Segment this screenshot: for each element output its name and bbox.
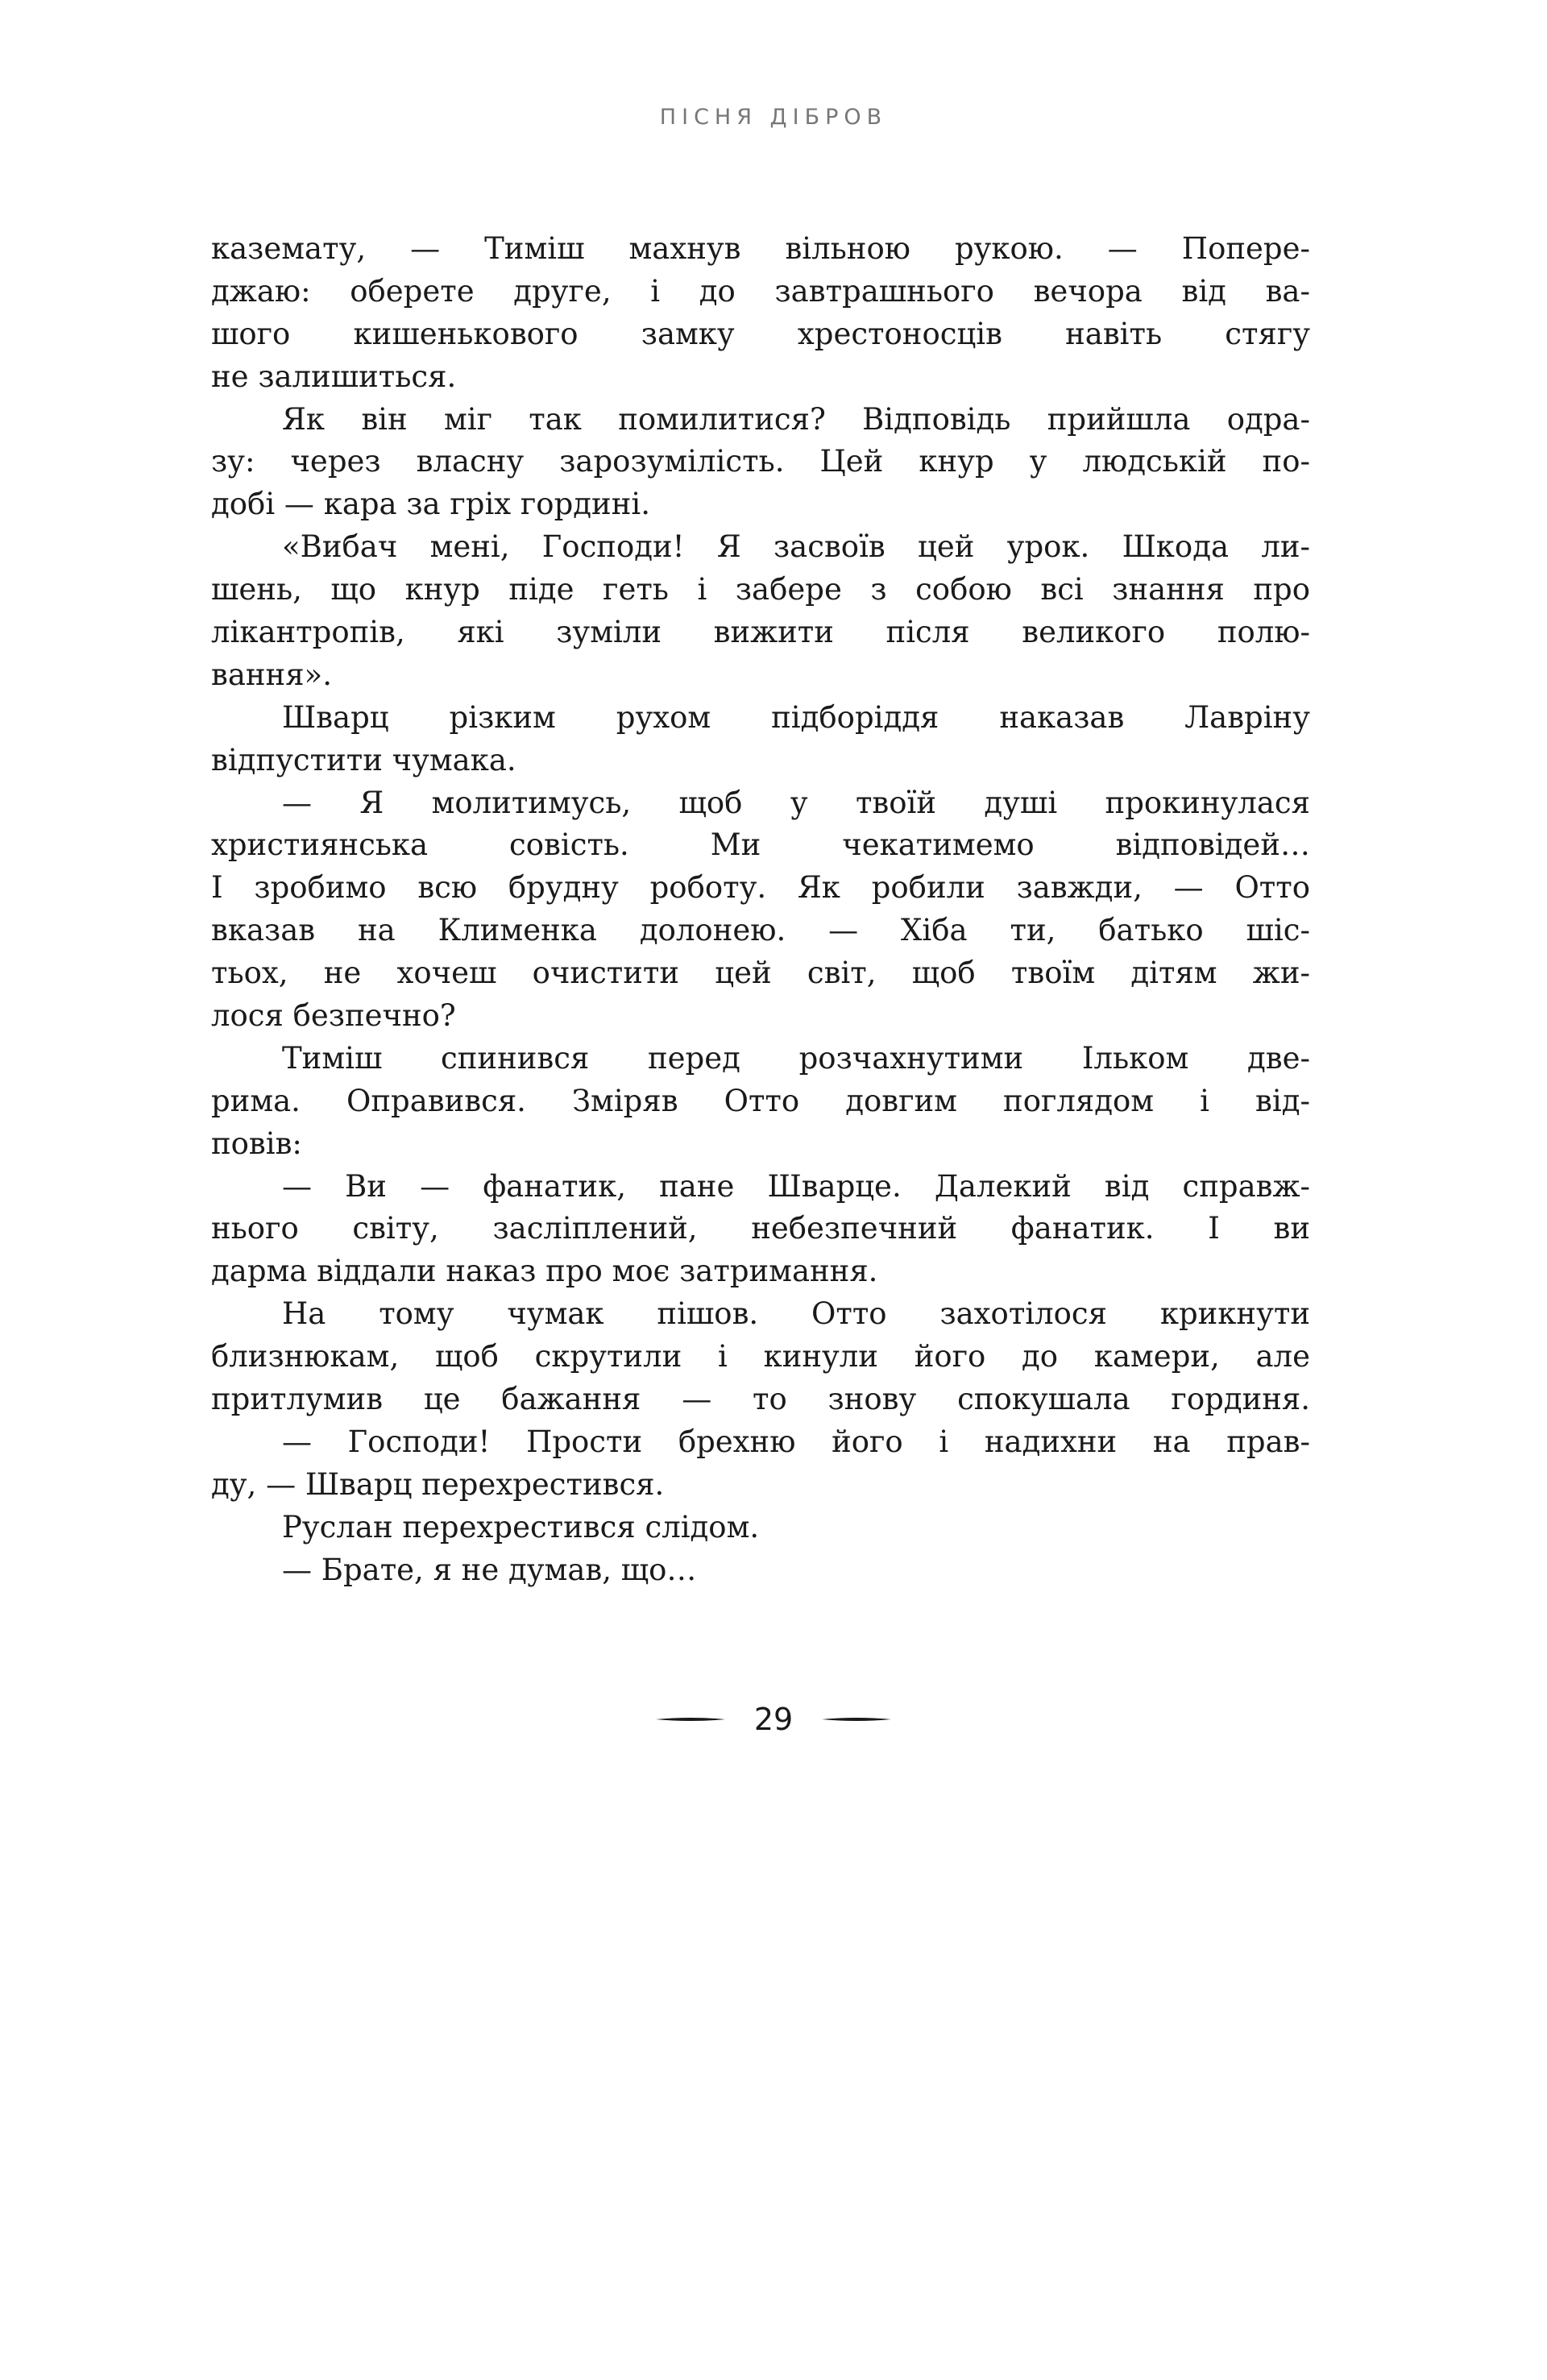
text-line: притлумив це бажання — то знову спокушала гординя. — [211, 1382, 1310, 1417]
text-line: Тиміш спинився перед розчахнутими Ільком две- — [282, 1040, 1310, 1076]
text-line: каземату, — Тиміш махнув вільною рукою. — Попере- — [211, 231, 1310, 266]
text-line: зу: через власну зарозумілість. Цей кнур у людській по- — [211, 444, 1310, 479]
text-line: Руслан перехрестився слідом. — [282, 1509, 760, 1545]
text-line: джаю: оберете друге, і до завтрашнього вечора від ва- — [211, 273, 1310, 309]
body-text — [211, 228, 1310, 1592]
text-line: На тому чумак пішов. Отто захотілося крикнути — [282, 1296, 1310, 1332]
text-line: І зробимо всю брудну роботу. Як робили завжди, — Отто — [211, 870, 1310, 906]
text-line: вання». — [211, 657, 332, 692]
left-ornament-icon — [656, 1715, 725, 1723]
text-line: — Я молитимусь, щоб у твоїй душі прокинулася — [282, 785, 1310, 820]
text-line: нього світу, засліплений, небезпечний фанатик. І ви — [211, 1211, 1310, 1246]
text-line: добі — кара за гріх гордині. — [211, 487, 650, 522]
text-line: вказав на Клименка долонею. — Хіба ти, батько шіс- — [211, 913, 1310, 948]
text-line: лося безпечно? — [211, 998, 456, 1034]
text-line: повів: — [211, 1126, 302, 1161]
text-line: Як він міг так помилитися? Відповідь прийшла одра- — [282, 401, 1310, 437]
text-line: «Вибач мені, Господи! Я засвоїв цей урок. Шкода ли- — [282, 529, 1310, 565]
running-header: ПІСНЯ ДІБРОВ — [659, 105, 888, 130]
text-line: Шварц різким рухом підборіддя наказав Лавріну — [282, 699, 1310, 735]
text-line: — Ви — фанатик, пане Шварце. Далекий від справж- — [282, 1168, 1310, 1204]
page-footer — [0, 1702, 1547, 1737]
text-line: лікантропів, які зуміли вижити після великого полю- — [211, 615, 1310, 650]
text-line: християнська совість. Ми чекатимемо відповідей… — [211, 827, 1310, 863]
text-line: тьох, не хочеш очистити цей світ, щоб твоїм дітям жи- — [211, 956, 1310, 991]
right-ornament-icon — [822, 1715, 891, 1723]
page-number: 29 — [753, 1702, 794, 1737]
text-line: ду, — Шварц перехрестився. — [211, 1466, 665, 1502]
text-line: близнюкам, щоб скрутили і кинули його до камери, але — [211, 1339, 1310, 1375]
text-line: не залишиться. — [211, 359, 457, 394]
text-line: шень, що кнур піде геть і забере з собою всі знання про — [211, 572, 1310, 607]
text-line: шого кишенькового замку хрестоносців навіть стягу — [211, 316, 1310, 351]
text-line: дарма віддали наказ про моє затримання. — [211, 1254, 878, 1289]
text-line: рима. Оправився. Зміряв Отто довгим поглядом і від- — [211, 1083, 1310, 1118]
text-line: — Господи! Прости брехню його і надихни на прав- — [282, 1424, 1310, 1459]
text-line: відпустити чумака. — [211, 742, 516, 777]
text-line: — Брате, я не думав, що… — [282, 1552, 697, 1587]
